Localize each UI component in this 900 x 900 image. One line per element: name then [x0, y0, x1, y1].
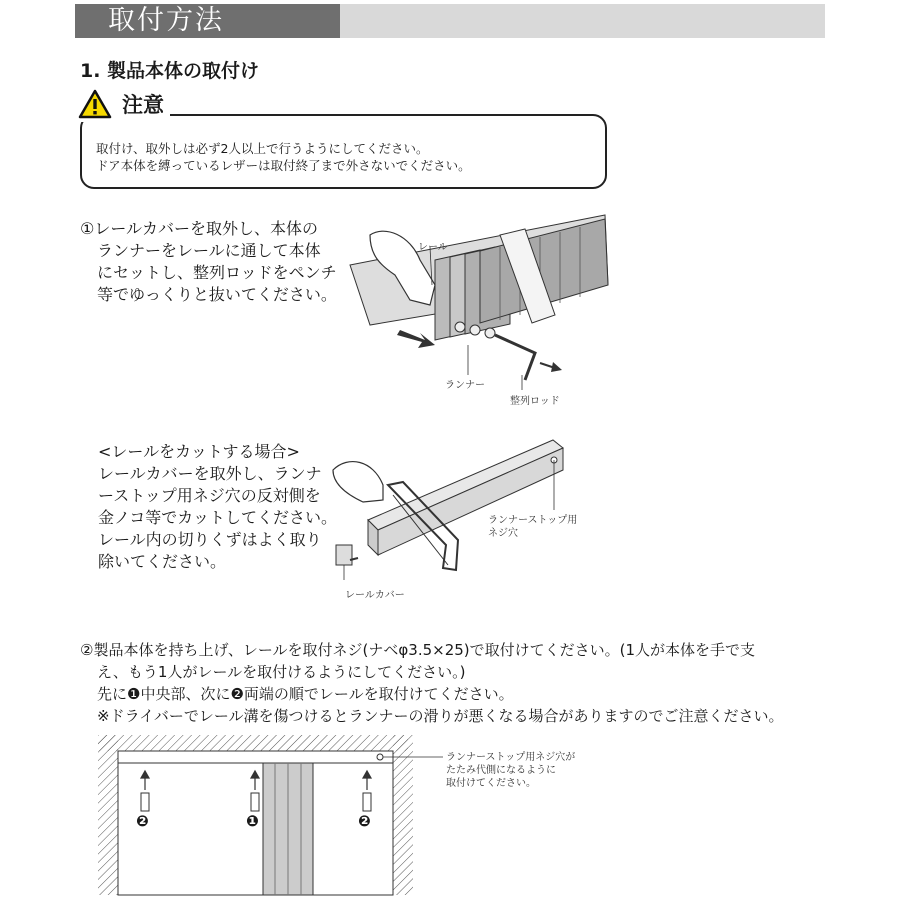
cut-line: レールカバーを取外し、ランナ [98, 464, 322, 483]
label-rod: 整列ロッド [510, 396, 560, 407]
label-rail-cover: レールカバー [345, 590, 405, 601]
page-title: 取付方法 [108, 5, 224, 36]
step2-line: え、もう1人がレールを取付けるようにしてください。) [97, 663, 466, 681]
step1-line: にセットし、整列ロッドをペンチ [97, 263, 337, 282]
warning-icon [78, 89, 112, 119]
step2-line: ※ドライバーでレール溝を傷つけるとランナーの滑りが悪くなる場合がありますのでご注意ください。 [97, 707, 784, 725]
cut-line: ーストップ用ネジ穴の反対側を [98, 486, 321, 505]
step2-line: ②製品本体を持ち上げ、レールを取付ネジ(ナベφ3.5×25)で取付けてください。(1人が本体を手で支 [80, 641, 756, 659]
cut-text [98, 441, 337, 573]
caution-line: ドア本体を縛っているレザーは取付終了まで外さないでください。 [96, 158, 471, 173]
cut-line: 除いてください。 [98, 552, 227, 571]
step2-note: ランナーストップ用ネジ穴が たたみ代側になるように 取付けてください。 [446, 752, 576, 789]
caution-label: 注意 [122, 93, 164, 117]
step1-line: 等でゆっくりと抜いてください。 [97, 285, 337, 304]
marker-right: ❷ [358, 812, 371, 830]
step1-illustration [340, 205, 620, 405]
marker-center: ❶ [246, 812, 259, 830]
cut-line: <レールをカットする場合> [98, 442, 300, 461]
step1-line: ランナーをレールに通して本体 [97, 241, 321, 260]
step2-line: 先に❶中央部、次に❷両端の順でレールを取付けてください。 [97, 685, 514, 703]
label-rail: レール [418, 242, 448, 253]
cut-line: レール内の切りくずはよく取り [98, 530, 322, 549]
label-screw-hole: ランナーストップ用 ネジ穴 [488, 515, 578, 539]
section-title: 1. 製品本体の取付け [80, 60, 260, 82]
marker-left: ❷ [136, 812, 149, 830]
caution-line: 取付け、取外しは必ず2人以上で行うようにしてください。 [96, 141, 429, 156]
cut-line: 金ノコ等でカットしてください。 [98, 508, 338, 527]
caution-header [78, 86, 170, 122]
label-runner: ランナー [445, 380, 485, 391]
caution-text [96, 140, 471, 174]
step2-text [80, 639, 784, 727]
header-bar-light [340, 4, 825, 38]
step1-text [80, 218, 337, 306]
step1-line: ①レールカバーを取外し、本体の [80, 219, 319, 238]
